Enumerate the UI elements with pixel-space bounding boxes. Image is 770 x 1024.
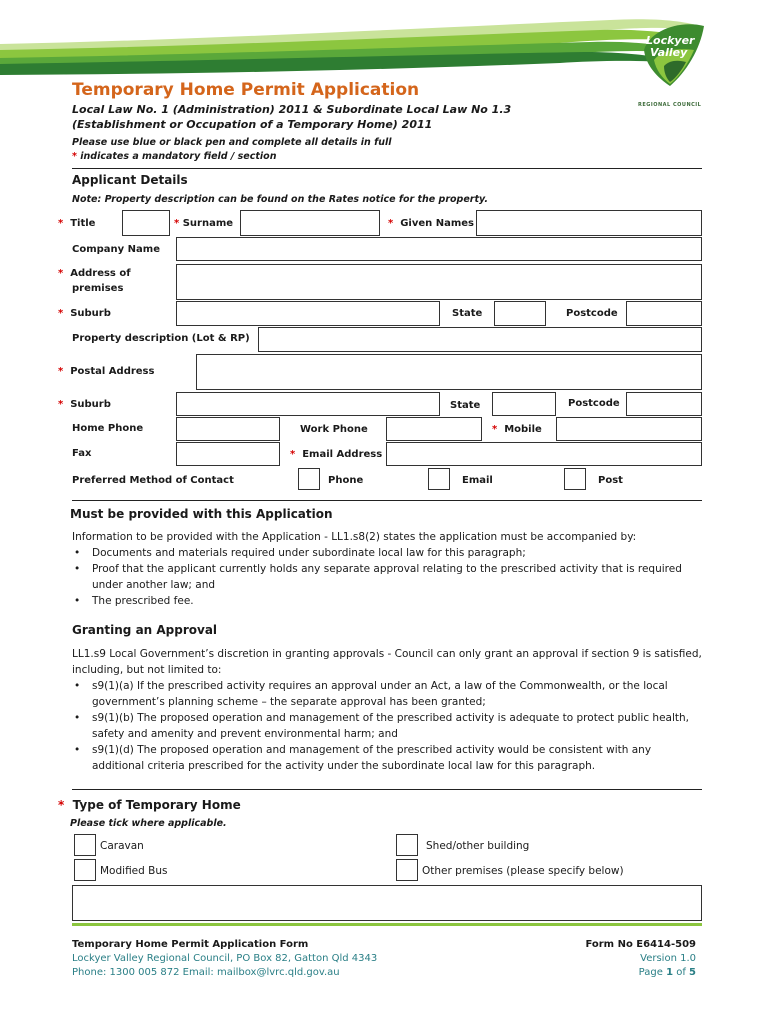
state-label: State xyxy=(452,308,483,319)
footer-version: Version 1.0 xyxy=(640,953,696,964)
footer-contact: Phone: 1300 005 872 Email: mailbox@lvrc.qld.gov.au xyxy=(72,967,340,978)
shed-label: Shed/other building xyxy=(426,840,530,852)
mandatory-text: indicates a mandatory field / section xyxy=(76,151,277,162)
mobile-label: * Mobile xyxy=(492,424,542,435)
footer-form-no: Form No E6414-509 xyxy=(585,939,696,950)
footer-page: Page 1 of 5 xyxy=(638,967,696,978)
other-specify-field[interactable] xyxy=(72,885,702,921)
contact-phone-label: Phone xyxy=(328,475,364,486)
state2-label: State xyxy=(450,400,481,411)
contact-email-label: Email xyxy=(462,475,493,486)
section-heading-must-provide: Must be provided with this Application xyxy=(70,507,333,521)
mobile-field[interactable] xyxy=(556,417,702,441)
must-provide-list xyxy=(72,545,702,609)
postcode2-field[interactable] xyxy=(626,392,702,416)
divider xyxy=(72,789,702,790)
suburb2-field[interactable] xyxy=(176,392,440,416)
postcode-label: Postcode xyxy=(566,308,618,319)
footer-right xyxy=(585,938,696,980)
list-item: • s9(1)(a) If the prescribed activity requires an approval under an Act, a law of the Commonwealth, or the local government’s planning scheme – the separate approval has been granted; xyxy=(72,678,704,710)
home-phone-label: Home Phone xyxy=(72,423,144,434)
fax-field[interactable] xyxy=(176,442,280,466)
property-field[interactable] xyxy=(258,327,702,352)
contact-label: Preferred Method of Contact xyxy=(72,475,234,486)
home-phone-field[interactable] xyxy=(176,417,280,441)
contact-email-checkbox[interactable] xyxy=(428,468,450,490)
granting-body xyxy=(72,646,704,774)
council-logo xyxy=(640,20,708,112)
company-field[interactable] xyxy=(176,237,702,261)
state2-field[interactable] xyxy=(492,392,556,416)
caravan-label: Caravan xyxy=(100,840,144,852)
postal-label: * Postal Address xyxy=(58,366,155,377)
caravan-checkbox[interactable] xyxy=(74,834,96,856)
granting-list xyxy=(72,678,704,774)
surname-label: * Surname xyxy=(174,218,234,229)
page-title: Temporary Home Permit Application xyxy=(72,80,420,100)
list-item: • The prescribed fee. xyxy=(72,593,702,609)
mandatory-star: * xyxy=(72,151,77,162)
footer-form-name: Temporary Home Permit Application Form xyxy=(72,939,309,950)
email-field[interactable] xyxy=(386,442,702,466)
address-label: * Address of premises xyxy=(58,268,131,294)
instruction-mandatory xyxy=(72,150,392,164)
must-provide-body xyxy=(72,529,702,609)
suburb-label: * Suburb xyxy=(58,308,111,319)
given-names-field[interactable] xyxy=(476,210,702,236)
given-names-label: * Given Names xyxy=(388,218,475,229)
company-label: Company Name xyxy=(72,244,160,255)
email-label: * Email Address xyxy=(290,449,383,460)
logo-text-lockyer: Lockyer xyxy=(646,34,695,47)
list-item: • Documents and materials required under subordinate local law for this paragraph; xyxy=(72,545,702,561)
form-instructions xyxy=(72,136,392,164)
list-item: • s9(1)(b) The proposed operation and management of the prescribed activity is adequate to protect public health, safety and amenity and prevent environmental harm; and xyxy=(72,710,704,742)
bus-checkbox[interactable] xyxy=(74,859,96,881)
section-heading-applicant: Applicant Details xyxy=(72,173,188,187)
logo-text-valley: Valley xyxy=(650,46,688,59)
instruction-pen: Please use blue or black pen and complete all details in full xyxy=(72,137,392,148)
title-label: * Title xyxy=(58,218,96,229)
footer-bar xyxy=(72,923,702,926)
section-heading-home-type: * Type of Temporary Home xyxy=(58,798,241,812)
fax-label: Fax xyxy=(72,448,92,459)
postcode-field[interactable] xyxy=(626,301,702,326)
divider xyxy=(72,168,702,169)
bus-label: Modified Bus xyxy=(100,865,168,877)
list-item: • Proof that the applicant currently holds any separate approval relating to the prescribed activity that is required under another law; and xyxy=(72,561,702,593)
suburb2-label: * Suburb xyxy=(58,399,111,410)
work-phone-label: Work Phone xyxy=(300,424,368,435)
granting-intro: LL1.s9 Local Government’s discretion in granting approvals - Council can only grant an approval if section 9 is satisfied, including, but not limited to: xyxy=(72,648,702,676)
footer-left xyxy=(72,938,377,980)
must-provide-intro: Information to be provided with the Application - LL1.s8(2) states the application must be accompanied by: xyxy=(72,531,637,543)
work-phone-field[interactable] xyxy=(386,417,482,441)
list-item: • s9(1)(d) The proposed operation and management of the prescribed activity would be consistent with any additional criteria prescribed for the activity under the subordinate local law for this paragraph. xyxy=(72,742,704,774)
state-field[interactable] xyxy=(494,301,546,326)
contact-phone-checkbox[interactable] xyxy=(298,468,320,490)
title-field[interactable] xyxy=(122,210,170,236)
surname-field[interactable] xyxy=(240,210,380,236)
property-label: Property description (Lot & RP) xyxy=(72,333,250,344)
contact-post-checkbox[interactable] xyxy=(564,468,586,490)
logo-text-sub: REGIONAL COUNCIL xyxy=(638,102,702,108)
postcode2-label: Postcode xyxy=(568,398,620,409)
address-field[interactable] xyxy=(176,264,702,300)
shed-checkbox[interactable] xyxy=(396,834,418,856)
contact-post-label: Post xyxy=(598,475,623,486)
page-subtitle: Local Law No. 1 (Administration) 2011 & Subordinate Local Law No 1.3 (Establishment or Occupation of a Temporary Home) 2011 xyxy=(72,103,512,131)
footer-address: Lockyer Valley Regional Council, PO Box 82, Gatton Qld 4343 xyxy=(72,953,378,964)
postal-field[interactable] xyxy=(196,354,702,390)
other-checkbox[interactable] xyxy=(396,859,418,881)
home-type-note: Please tick where applicable. xyxy=(70,818,227,829)
section-heading-granting: Granting an Approval xyxy=(72,623,218,637)
other-label: Other premises (please specify below) xyxy=(422,865,624,877)
divider xyxy=(72,500,702,501)
applicant-note: Note: Property description can be found on the Rates notice for the property. xyxy=(72,194,488,205)
suburb-field[interactable] xyxy=(176,301,440,326)
